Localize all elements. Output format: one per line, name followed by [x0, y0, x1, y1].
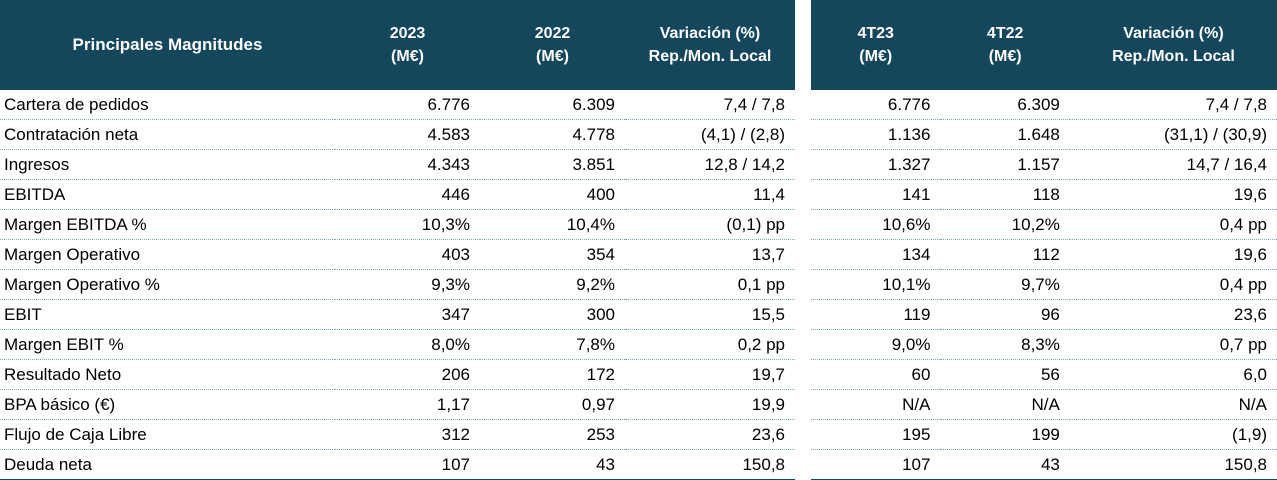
- row-label: Margen EBIT %: [0, 330, 335, 360]
- value-4t23: N/A: [811, 390, 940, 420]
- row-label: BPA básico (€): [0, 390, 335, 420]
- value-4t23: 1.327: [811, 150, 940, 180]
- value-2022: 172: [480, 360, 625, 390]
- value-2022: 300: [480, 300, 625, 330]
- table-row: [0, 390, 795, 420]
- quarterly-header-4t23-period: 4T23: [857, 24, 894, 42]
- quarterly-header-variation: [1070, 0, 1277, 90]
- quarterly-header-4t23: [811, 0, 940, 90]
- table-row: [0, 270, 795, 300]
- value-variation: 11,4: [625, 180, 795, 210]
- row-label: Ingresos: [0, 150, 335, 180]
- value-4t23: 6.776: [811, 90, 940, 120]
- value-4t22: 1.648: [940, 120, 1069, 150]
- value-4t23: 1.136: [811, 120, 940, 150]
- annual-table-body: [0, 90, 795, 480]
- quarterly-header-variation-sub: Rep./Mon. Local: [1112, 48, 1235, 65]
- quarterly-table-body: [811, 90, 1277, 480]
- quarterly-header-4t22-period: 4T22: [986, 24, 1024, 42]
- table-row: [811, 210, 1277, 240]
- annual-header-variation-title: Variación (%): [659, 24, 761, 42]
- value-4t22: 6.309: [940, 90, 1069, 120]
- table-row: [0, 120, 795, 150]
- value-variation: 0,4 pp: [1070, 210, 1277, 240]
- annual-header-label-cell: [0, 0, 335, 90]
- quarterly-header-4t22-unit: (M€): [988, 48, 1022, 65]
- value-4t23: 134: [811, 240, 940, 270]
- table-row: [0, 330, 795, 360]
- value-4t22: 8,3%: [940, 330, 1069, 360]
- table-row: [0, 360, 795, 390]
- table-row: [811, 270, 1277, 300]
- table-row: [811, 240, 1277, 270]
- value-variation: 19,9: [625, 390, 795, 420]
- value-2023: 1,17: [335, 390, 480, 420]
- annual-header-2022-unit: (M€): [536, 48, 569, 65]
- value-4t23: 195: [811, 420, 940, 450]
- row-label: Deuda neta: [0, 450, 335, 480]
- annual-header-variation: [625, 0, 795, 90]
- value-variation: 0,4 pp: [1070, 270, 1277, 300]
- value-4t22: 112: [940, 240, 1069, 270]
- value-variation: (31,1) / (30,9): [1070, 120, 1277, 150]
- value-4t23: 10,6%: [811, 210, 940, 240]
- value-variation: 0,1 pp: [625, 270, 795, 300]
- value-variation: 19,6: [1070, 240, 1277, 270]
- table-row: [811, 390, 1277, 420]
- row-label: Resultado Neto: [0, 360, 335, 390]
- value-variation: 0,2 pp: [625, 330, 795, 360]
- quarterly-header-4t22: [940, 0, 1069, 90]
- value-variation: 7,4 / 7,8: [625, 90, 795, 120]
- value-4t23: 60: [811, 360, 940, 390]
- value-4t23: 9,0%: [811, 330, 940, 360]
- value-variation: 7,4 / 7,8: [1070, 90, 1277, 120]
- value-variation: 150,8: [625, 450, 795, 480]
- value-2022: 354: [480, 240, 625, 270]
- value-variation: 13,7: [625, 240, 795, 270]
- value-variation: (4,1) / (2,8): [625, 120, 795, 150]
- value-variation: 14,7 / 16,4: [1070, 150, 1277, 180]
- value-variation: N/A: [1070, 390, 1277, 420]
- annual-header-2022: [480, 0, 625, 90]
- value-2022: 43: [480, 450, 625, 480]
- value-2023: 403: [335, 240, 480, 270]
- row-label: EBIT: [0, 300, 335, 330]
- table-row: [811, 90, 1277, 120]
- quarterly-header-4t23-unit: (M€): [859, 48, 893, 65]
- row-label: EBITDA: [0, 180, 335, 210]
- table-row: [811, 330, 1277, 360]
- value-2023: 312: [335, 420, 480, 450]
- table-row: [0, 240, 795, 270]
- row-label: Cartera de pedidos: [0, 90, 335, 120]
- table-row: [811, 300, 1277, 330]
- value-2022: 4.778: [480, 120, 625, 150]
- quarterly-figures-table-container: [811, 0, 1277, 480]
- table-row: [0, 420, 795, 450]
- table-row: [811, 420, 1277, 450]
- table-row: [811, 120, 1277, 150]
- annual-header-2023: [335, 0, 480, 90]
- value-4t22: 199: [940, 420, 1069, 450]
- table-row: [811, 150, 1277, 180]
- value-variation: (0,1) pp: [625, 210, 795, 240]
- table-row: [0, 300, 795, 330]
- value-2023: 6.776: [335, 90, 480, 120]
- value-2023: 9,3%: [335, 270, 480, 300]
- value-2022: 253: [480, 420, 625, 450]
- annual-header-2023-year: 2023: [389, 24, 426, 42]
- table-row: [0, 180, 795, 210]
- value-variation: 0,7 pp: [1070, 330, 1277, 360]
- value-4t23: 119: [811, 300, 940, 330]
- row-label: Contratación neta: [0, 120, 335, 150]
- value-variation: 19,7: [625, 360, 795, 390]
- table-row: [811, 180, 1277, 210]
- table-row: [0, 210, 795, 240]
- table-row: [0, 450, 795, 480]
- value-4t22: 118: [940, 180, 1069, 210]
- value-variation: 12,8 / 14,2: [625, 150, 795, 180]
- value-2022: 400: [480, 180, 625, 210]
- value-variation: 23,6: [1070, 300, 1277, 330]
- value-4t22: 96: [940, 300, 1069, 330]
- annual-header-label: Principales Magnitudes: [72, 35, 263, 54]
- value-2023: 347: [335, 300, 480, 330]
- value-2022: 7,8%: [480, 330, 625, 360]
- value-2023: 4.343: [335, 150, 480, 180]
- value-2023: 10,3%: [335, 210, 480, 240]
- value-variation: 6,0: [1070, 360, 1277, 390]
- quarterly-figures-table: [811, 0, 1277, 480]
- value-2022: 6.309: [480, 90, 625, 120]
- value-variation: 150,8: [1070, 450, 1277, 480]
- row-label: Margen Operativo %: [0, 270, 335, 300]
- value-variation: 15,5: [625, 300, 795, 330]
- table-row: [0, 150, 795, 180]
- value-2023: 4.583: [335, 120, 480, 150]
- value-4t22: 9,7%: [940, 270, 1069, 300]
- annual-table-header: [0, 0, 795, 90]
- value-4t22: N/A: [940, 390, 1069, 420]
- value-variation: (1,9): [1070, 420, 1277, 450]
- quarterly-table-header: [811, 0, 1277, 90]
- table-row: [811, 450, 1277, 480]
- annual-header-2023-unit: (M€): [391, 48, 424, 65]
- value-2023: 446: [335, 180, 480, 210]
- row-label: Flujo de Caja Libre: [0, 420, 335, 450]
- value-4t22: 56: [940, 360, 1069, 390]
- value-2022: 9,2%: [480, 270, 625, 300]
- value-variation: 23,6: [625, 420, 795, 450]
- annual-header-variation-sub: Rep./Mon. Local: [648, 48, 772, 65]
- value-4t23: 141: [811, 180, 940, 210]
- row-label: Margen Operativo: [0, 240, 335, 270]
- value-2023: 206: [335, 360, 480, 390]
- value-2022: 10,4%: [480, 210, 625, 240]
- row-label: Margen EBITDA %: [0, 210, 335, 240]
- value-2022: 0,97: [480, 390, 625, 420]
- value-2022: 3.851: [480, 150, 625, 180]
- value-4t22: 1.157: [940, 150, 1069, 180]
- value-2023: 107: [335, 450, 480, 480]
- value-4t23: 107: [811, 450, 940, 480]
- table-row: [0, 90, 795, 120]
- value-2023: 8,0%: [335, 330, 480, 360]
- table-row: [811, 360, 1277, 390]
- value-4t23: 10,1%: [811, 270, 940, 300]
- annual-header-2022-year: 2022: [534, 24, 571, 42]
- value-4t22: 10,2%: [940, 210, 1069, 240]
- value-variation: 19,6: [1070, 180, 1277, 210]
- quarterly-header-variation-title: Variación (%): [1123, 24, 1224, 42]
- value-4t22: 43: [940, 450, 1069, 480]
